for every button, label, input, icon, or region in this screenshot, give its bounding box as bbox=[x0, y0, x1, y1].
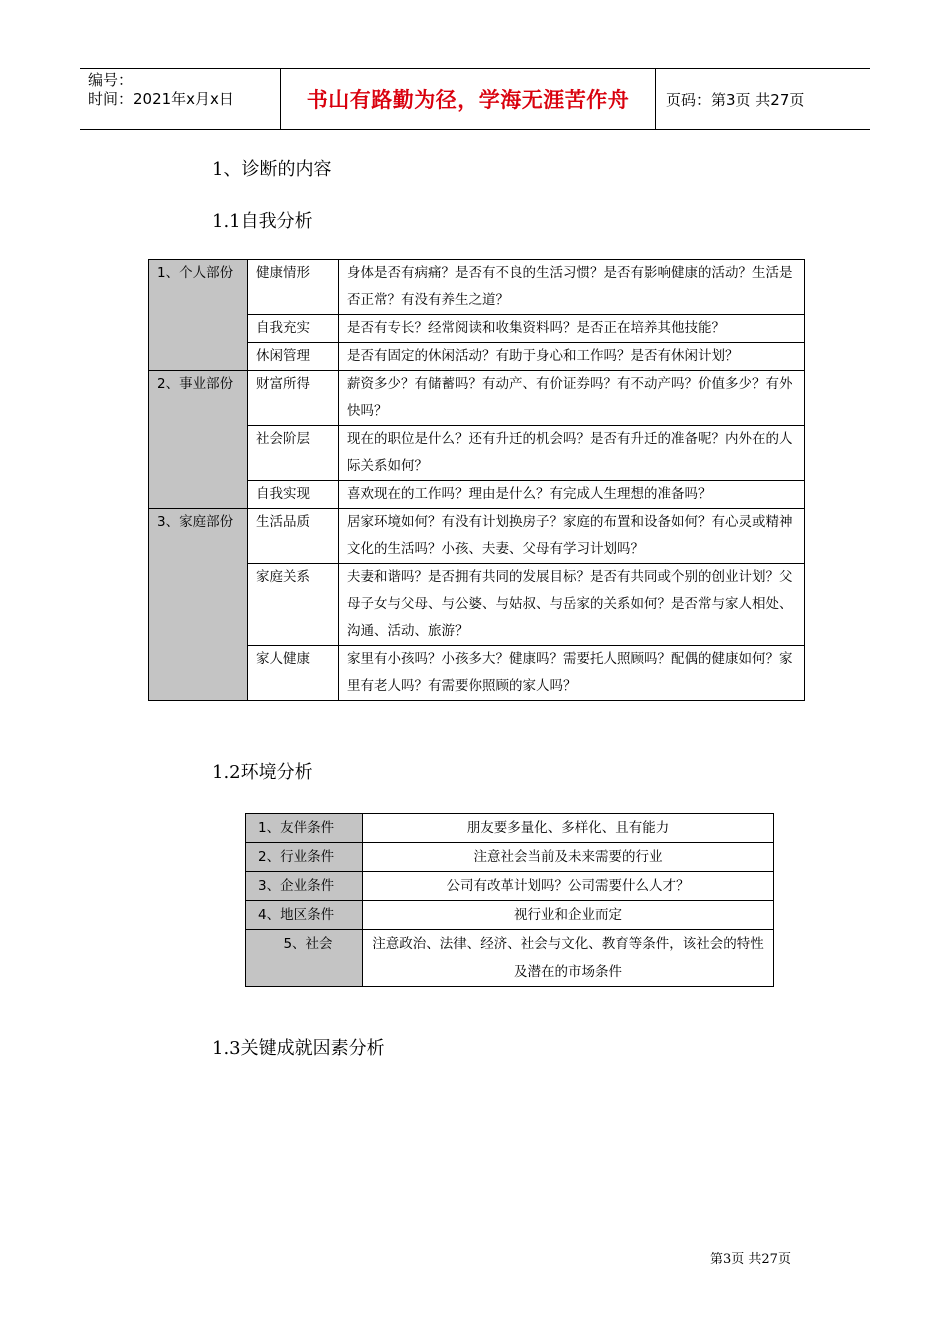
item-name-cell: 家庭关系 bbox=[248, 564, 339, 646]
section-heading-diagnosis: 1、诊断的内容 bbox=[212, 159, 332, 180]
table-row bbox=[149, 260, 805, 315]
item-name-cell: 家人健康 bbox=[248, 646, 339, 701]
item-name-cell: 自我实现 bbox=[248, 481, 339, 509]
item-name-cell: 财富所得 bbox=[248, 371, 339, 426]
item-description-cell: 是否有专长？经常阅读和收集资料吗？是否正在培养其他技能？ bbox=[339, 315, 805, 343]
table-row bbox=[246, 872, 774, 901]
item-name-cell: 自我充实 bbox=[248, 315, 339, 343]
condition-name-cell: 1、友伴条件 bbox=[246, 814, 363, 843]
category-cell: 3、家庭部份 bbox=[149, 509, 248, 701]
table-row bbox=[149, 371, 805, 426]
item-description-cell: 现在的职位是什么？还有升迁的机会吗？是否有升迁的准备呢？内外在的人际关系如何？ bbox=[339, 426, 805, 481]
item-description-cell: 喜欢现在的工作吗？理由是什么？有完成人生理想的准备吗？ bbox=[339, 481, 805, 509]
page-footer: 第3页 共27页 bbox=[710, 1252, 791, 1267]
header-page-number: 页码：第3页 共27页 bbox=[666, 90, 805, 109]
item-description-cell: 是否有固定的休闲活动？有助于身心和工作吗？是否有休闲计划？ bbox=[339, 343, 805, 371]
item-name-cell: 健康情形 bbox=[248, 260, 339, 315]
category-cell: 2、事业部份 bbox=[149, 371, 248, 509]
item-description-cell: 居家环境如何？有没有计划换房子？家庭的布置和设备如何？有心灵或精神文化的生活吗？小孩、夫妻、父母有学习计划吗？ bbox=[339, 509, 805, 564]
environment-analysis-table bbox=[245, 813, 774, 987]
table-row bbox=[149, 481, 805, 509]
condition-description-cell: 公司有改革计划吗？公司需要什么人才？ bbox=[363, 872, 774, 901]
condition-name-cell: 4、地区条件 bbox=[246, 901, 363, 930]
document-date: 时间：2021年x月x日 bbox=[88, 90, 234, 108]
table-row bbox=[246, 901, 774, 930]
item-name-cell: 生活品质 bbox=[248, 509, 339, 564]
section-heading-environment-analysis: 1.2环境分析 bbox=[212, 762, 313, 783]
condition-name-cell: 5、社会 bbox=[246, 930, 363, 987]
page-header bbox=[80, 68, 870, 130]
table-row bbox=[149, 426, 805, 481]
category-cell: 1、个人部份 bbox=[149, 260, 248, 371]
table-row bbox=[246, 843, 774, 872]
document-number: 编号： bbox=[88, 71, 134, 89]
section-heading-self-analysis: 1.1自我分析 bbox=[212, 211, 313, 232]
table-row bbox=[149, 509, 805, 564]
section-heading-key-success-factors: 1.3关键成就因素分析 bbox=[212, 1038, 385, 1059]
condition-description-cell: 视行业和企业而定 bbox=[363, 901, 774, 930]
table-row bbox=[149, 646, 805, 701]
condition-name-cell: 3、企业条件 bbox=[246, 872, 363, 901]
table-row bbox=[246, 930, 774, 987]
table-row bbox=[149, 343, 805, 371]
condition-description-cell: 朋友要多量化、多样化、且有能力 bbox=[363, 814, 774, 843]
item-description-cell: 夫妻和谐吗？是否拥有共同的发展目标？是否有共同或个别的创业计划？父母子女与父母、与公婆、与姑叔、与岳家的关系如何？是否常与家人相处、沟通、活动、旅游？ bbox=[339, 564, 805, 646]
table-row bbox=[149, 564, 805, 646]
item-name-cell: 休闲管理 bbox=[248, 343, 339, 371]
header-meta bbox=[80, 69, 280, 129]
item-description-cell: 身体是否有病痛？是否有不良的生活习惯？是否有影响健康的活动？生活是否正常？有没有养生之道？ bbox=[339, 260, 805, 315]
item-description-cell: 家里有小孩吗？小孩多大？健康吗？需要托人照顾吗？配偶的健康如何？家里有老人吗？有需要你照顾的家人吗？ bbox=[339, 646, 805, 701]
table-row bbox=[149, 315, 805, 343]
condition-description-cell: 注意社会当前及未来需要的行业 bbox=[363, 843, 774, 872]
condition-name-cell: 2、行业条件 bbox=[246, 843, 363, 872]
header-motto: 书山有路勤为径，学海无涯苦作舟 bbox=[280, 69, 656, 129]
item-name-cell: 社会阶层 bbox=[248, 426, 339, 481]
condition-description-cell: 注意政治、法律、经济、社会与文化、教育等条件，该社会的特性及潜在的市场条件 bbox=[363, 930, 774, 987]
item-description-cell: 薪资多少？有储蓄吗？有动产、有价证券吗？有不动产吗？价值多少？有外快吗？ bbox=[339, 371, 805, 426]
self-analysis-table bbox=[148, 259, 805, 701]
table-row bbox=[246, 814, 774, 843]
